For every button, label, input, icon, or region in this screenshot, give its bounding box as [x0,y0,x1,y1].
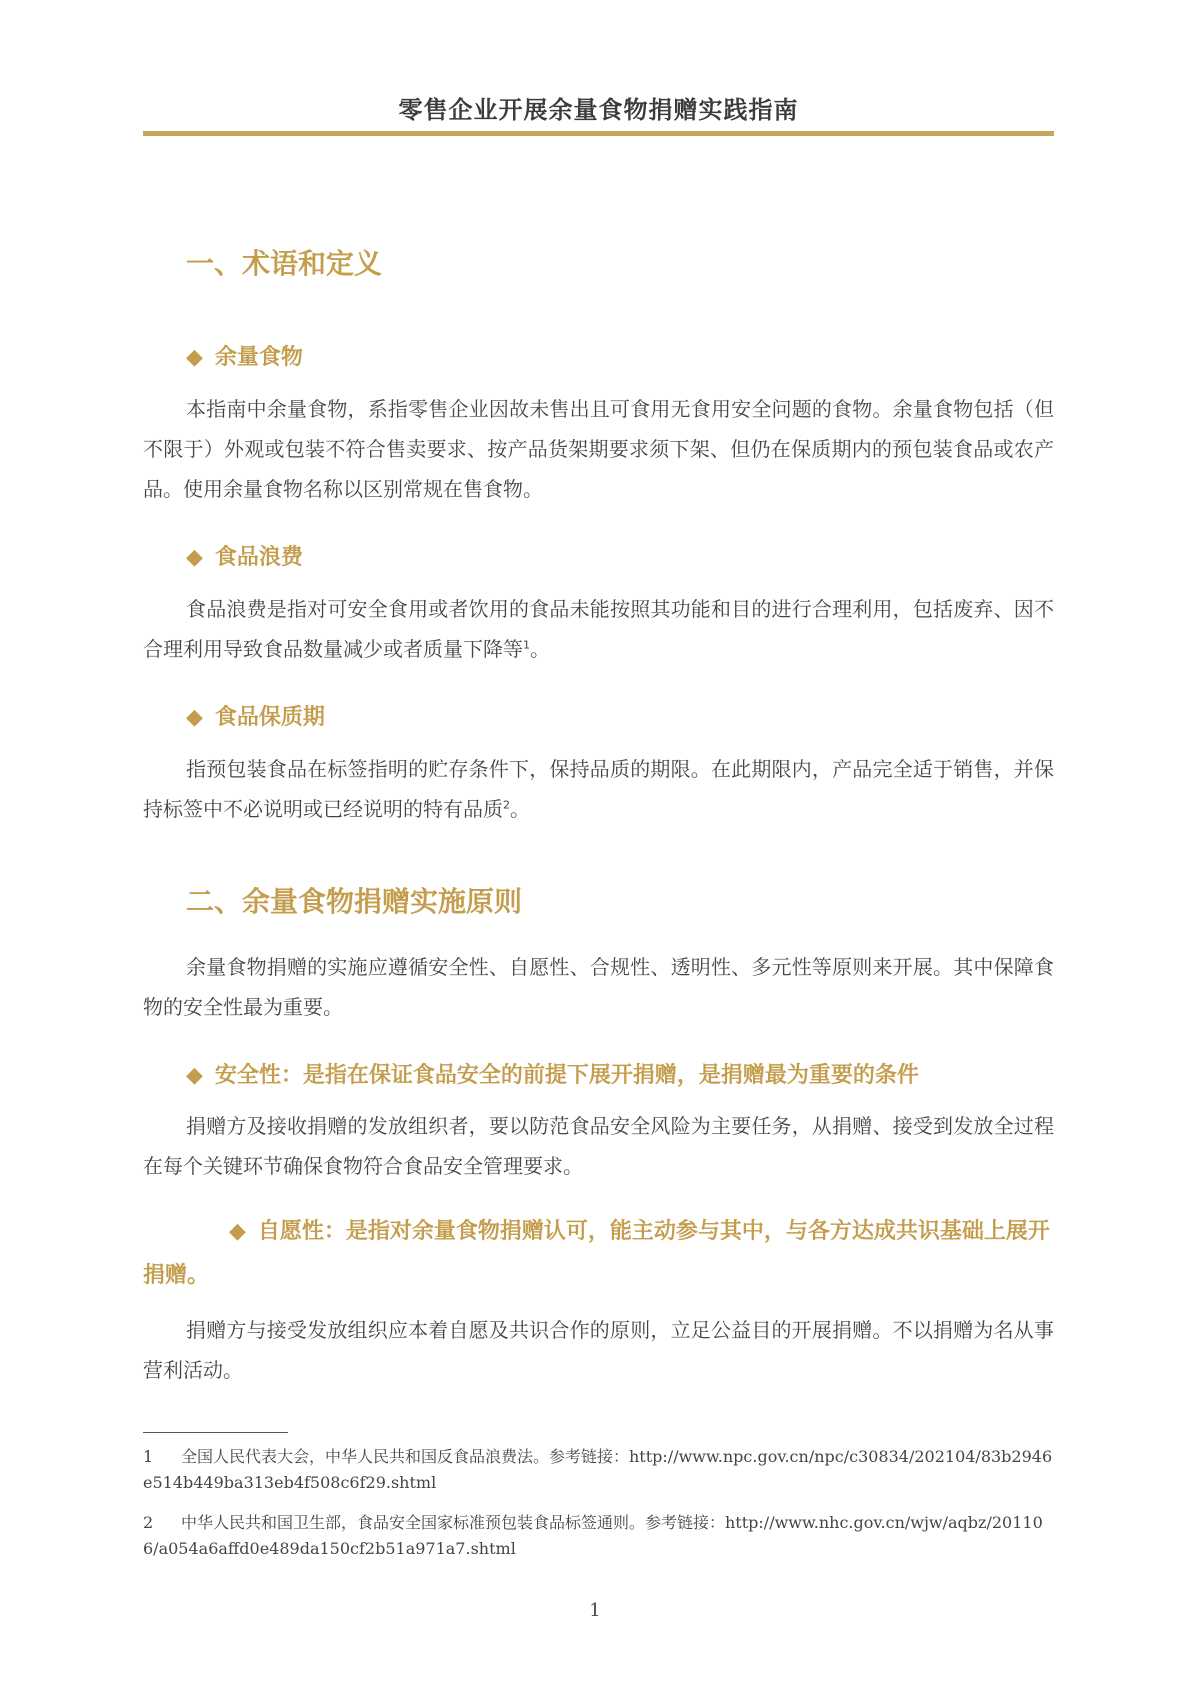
footnote-ref-1[interactable]: 1 [523,638,530,652]
principle-heading-safety [186,1058,919,1089]
diamond-bullet-icon: ◆ [186,1063,203,1088]
term-heading-label: 食品保质期 [214,705,325,730]
definition-text: 食品浪费是指对可安全食用或者饮用的食品未能按照其功能和目的进行合理利用，包括废弃、因不合理利用导致食品数量减少或者质量下降等 [143,597,1054,661]
term-heading-label: 余量食物 [214,345,303,370]
definition-end: 。 [530,637,550,661]
footnote-number: 2 [143,1513,154,1532]
header-rule [143,131,1054,136]
footnote-ref-2[interactable]: 2 [503,798,510,812]
definition-end: 。 [510,797,530,821]
section-2-title: 二、余量食物捐赠实施原则 [186,885,523,918]
footnote-1 [143,1444,1054,1496]
footnote-number: 1 [143,1447,154,1466]
term-heading-food-waste [186,540,303,571]
term-definition-shelf-life [143,749,1054,829]
footnote-separator [143,1432,288,1433]
section-1-title: 一、术语和定义 [186,247,383,280]
page-number: 1 [589,1600,601,1621]
principle-heading-voluntary [143,1210,1054,1298]
running-header-title: 零售企业开展余量食物捐赠实践指南 [398,95,799,124]
section-2-intro: 余量食物捐赠的实施应遵循安全性、自愿性、合规性、透明性、多元性等原则来开展。其中保障食物的安全性最为重要。 [143,955,1054,1019]
principle-text-voluntary: 捐赠方与接受发放组织应本着自愿及共识合作的原则，立足公益目的开展捐赠。不以捐赠为名从事营利活动。 [143,1318,1054,1382]
term-heading-surplus-food [186,340,303,371]
footnote-text: 全国人民代表大会，中华人民共和国反食品浪费法。参考链接：http://www.npc.gov.cn/npc/c30834/202104/83b2946e514b449ba313eb4f508c6f29.shtml [143,1447,1053,1492]
principle-heading-label: 自愿性：是指对余量食物捐赠认可，能主动参与其中，与各方达成共识基础上展开捐赠。 [143,1219,1050,1288]
diamond-bullet-icon: ◆ [186,545,203,570]
diamond-bullet-icon: ◆ [186,705,203,730]
principle-text-safety: 捐赠方及接收捐赠的发放组织者，要以防范食品安全风险为主要任务，从捐赠、接受到发放全过程在每个关键环节确保食物符合食品安全管理要求。 [143,1114,1054,1178]
principle-heading-label: 安全性：是指在保证食品安全的前提下展开捐赠，是捐赠最为重要的条件 [214,1063,919,1088]
footnote-2 [143,1510,1054,1562]
term-definition-food-waste [143,589,1054,669]
term-heading-label: 食品浪费 [214,545,303,570]
term-heading-shelf-life [186,700,325,731]
diamond-bullet-icon: ◆ [186,345,203,370]
diamond-bullet-icon: ◆ [229,1219,246,1244]
definition-text: 指预包装食品在标签指明的贮存条件下，保持品质的期限。在此期限内，产品完全适于销售，并保持标签中不必说明或已经说明的特有品质 [143,757,1054,821]
footnote-text: 中华人民共和国卫生部，食品安全国家标准预包装食品标签通则。参考链接：http://www.nhc.gov.cn/wjw/aqbz/201106/a054a6affd0e489da150cf2b51a971a7.shtml [143,1513,1043,1558]
term-definition-surplus-food: 本指南中余量食物，系指零售企业因故未售出且可食用无食用安全问题的食物。余量食物包括（但不限于）外观或包装不符合售卖要求、按产品货架期要求须下架、但仍在保质期内的预包装食品或农产品。使用余量食物名称以区别常规在售食物。 [143,397,1054,501]
